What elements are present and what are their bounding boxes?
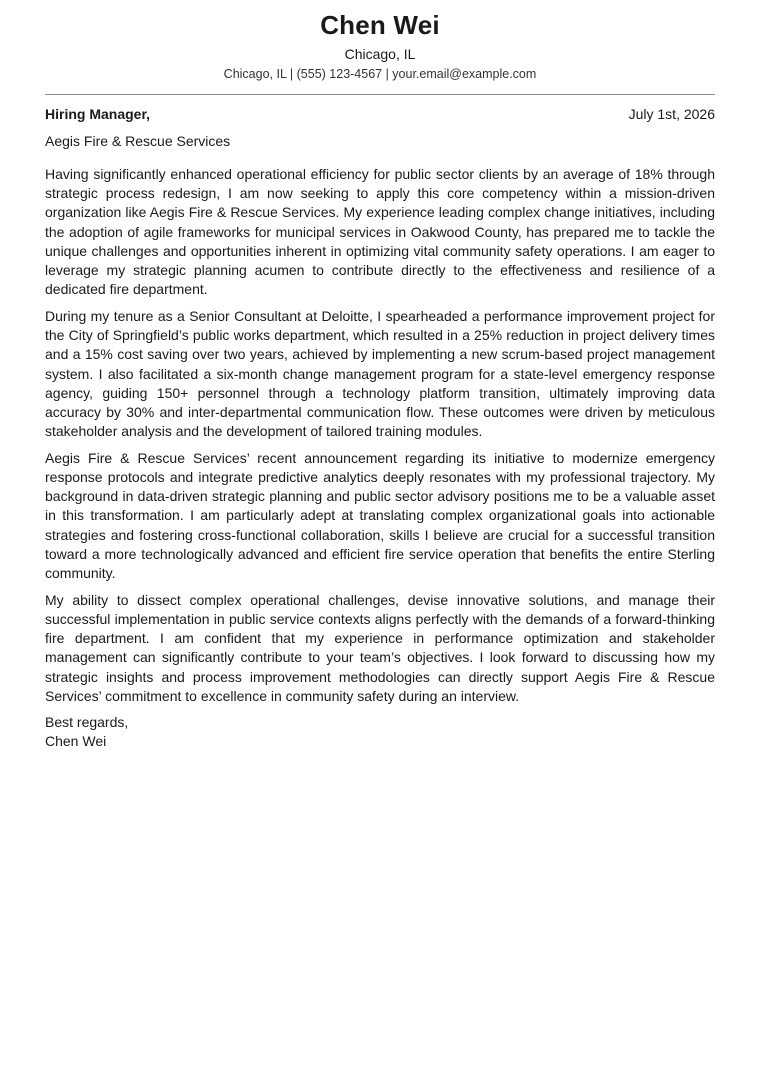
sender-name: Chen Wei bbox=[320, 10, 440, 40]
letter-header bbox=[45, 0, 715, 83]
body-paragraph-2: During my tenure as a Senior Consultant at Deloitte, I spearheaded a performance improvement project for the City of Springfield’s public works department, which resulted in a 25% reduction in project delivery times and a 15% cost saving over two years, achieved by implementing a new scrum-based project management system. I also facilitated a six-month change management program for a state-level emergency response agency, guiding 150+ personnel through a technology platform transition, ultimately improving data accuracy by 30% and inter-departmental communication flow. These outcomes were driven by meticulous stakeholder analysis and the development of tailored training modules. bbox=[45, 307, 715, 440]
recipient-date-row bbox=[45, 105, 715, 124]
body-paragraph-4: My ability to dissect complex operational challenges, devise innovative solutions, and manage their successful implementation in public service contexts aligns perfectly with the demands of a forward-thinking fire department. I am confident that my experience in performance optimization and stakeholder management can significantly contribute to your team’s objectives. I look forward to discussing how my strategic insights and process improvement methodologies can directly support Aegis Fire & Rescue Services’ commitment to excellence in community safety during an interview. bbox=[45, 591, 715, 704]
closing-phrase: Best regards, bbox=[45, 714, 129, 731]
letter-closing bbox=[45, 713, 715, 751]
sender-location: Chicago, IL bbox=[344, 46, 416, 62]
salutation: Hiring Manager, bbox=[45, 106, 151, 122]
letter-body bbox=[45, 165, 715, 706]
body-paragraph-1: Having significantly enhanced operational efficiency for public sector clients by an average of 18% through strategic process redesign, I am now seeking to apply this core competency within a mission-driven organization like Aegis Fire & Rescue Services. My experience leading complex change initiatives, including the adoption of agile frameworks for municipal services in Oakwood County, has prepared me to tackle the unique challenges and opportunities inherent in optimizing vital community safety operations. I am eager to leverage my strategic planning acumen to contribute directly to the effectiveness and resilience of a dedicated fire department. bbox=[45, 166, 715, 298]
signature-name: Chen Wei bbox=[45, 733, 107, 750]
header-divider bbox=[45, 94, 715, 95]
letter-date: July 1st, 2026 bbox=[628, 106, 715, 122]
recipient-company: Aegis Fire & Rescue Services bbox=[45, 133, 231, 149]
sender-contact-line: Chicago, IL | (555) 123-4567 | your.email@example.com bbox=[223, 67, 537, 81]
body-paragraph-3: Aegis Fire & Rescue Services’ recent announcement regarding its initiative to modernize emergency response protocols and integrate predictive analytics deeply resonates with my professional trajectory. My background in data-driven strategic planning and public sector advisory positions me to be a valuable asset in this transformation. I am particularly adept at translating complex organizational goals into actionable strategies and fostering cross-functional collaboration, skills I believe are crucial for a successful transition toward a more technologically advanced and efficient fire service operation that benefits the entire Sterling community. bbox=[45, 449, 715, 582]
